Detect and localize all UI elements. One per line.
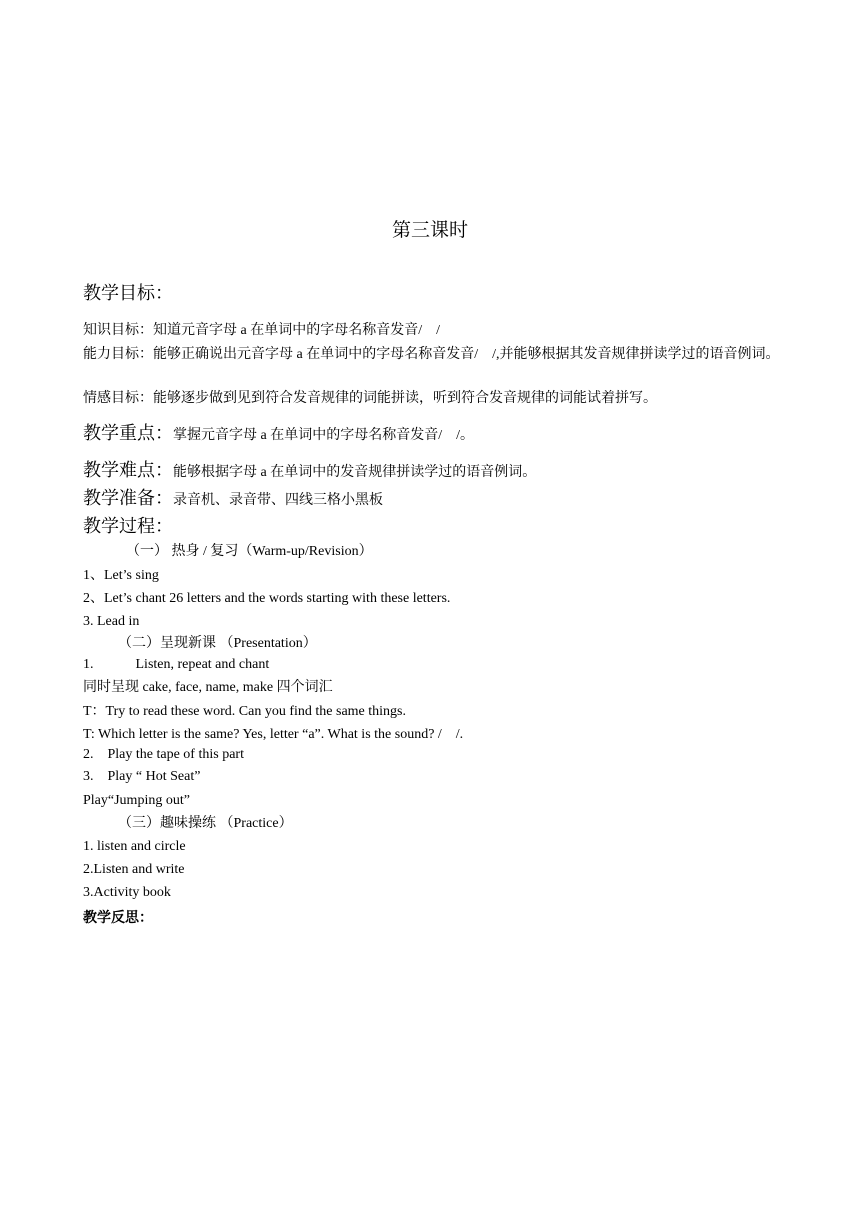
- presentation-item: 2. Play the tape of this part: [83, 747, 244, 762]
- practice-item: 2.Listen and write: [83, 862, 185, 877]
- objectives-heading: 教学目标：: [83, 283, 173, 304]
- difficulty: [83, 459, 536, 485]
- page-title: 第三课时: [391, 219, 468, 241]
- key-point: [83, 422, 474, 448]
- practice-item: 1. listen and circle: [83, 839, 186, 854]
- presentation-item: Play“Jumping out”: [83, 793, 190, 808]
- key-point-label: 教学重点：: [83, 423, 173, 444]
- difficulty-text: 能够根据字母 a 在单词中的发音规律拼读学过的语音例词。: [173, 465, 537, 480]
- objective-emotion: 情感目标：能够逐步做到见到符合发音规律的词能拼读，听到符合发音规律的词能试着拼写。: [83, 391, 657, 406]
- warmup-item: 1、Let’s sing: [83, 568, 159, 583]
- process-heading: 教学过程：: [83, 516, 173, 537]
- difficulty-label: 教学难点：: [83, 460, 173, 481]
- key-point-text: 掌握元音字母 a 在单词中的字母名称音发音/ /。: [173, 428, 474, 443]
- preparation-label: 教学准备：: [83, 488, 173, 509]
- presentation-item: T: Which letter is the same? Yes, letter “a”. What is the sound? / /.: [83, 727, 464, 742]
- preparation: [83, 487, 383, 513]
- presentation-item: 同时呈现 cake, face, name, make 四个词汇: [83, 680, 333, 695]
- practice-item: 3.Activity book: [83, 885, 171, 900]
- presentation-item: 1. Listen, repeat and chant: [83, 657, 270, 672]
- warmup-title: （一） 热身 / 复习（Warm-up/Revision）: [126, 544, 373, 559]
- practice-title: （三）趣味操练 （Practice）: [118, 816, 293, 831]
- presentation-item: 3. Play “ Hot Seat”: [83, 769, 201, 784]
- reflection-heading: 教学反思：: [83, 910, 153, 926]
- objective-ability: 能力目标：能够正确说出元音字母 a 在单词中的字母名称音发音/ /,并能够根据其发音规律拼读学过的语音例词。: [83, 347, 780, 362]
- warmup-item: 3. Lead in: [83, 614, 140, 629]
- presentation-item: T：Try to read these word. Can you find the same things.: [83, 704, 406, 719]
- preparation-text: 录音机、录音带、四线三格小黑板: [173, 493, 383, 508]
- objective-knowledge: 知识目标：知道元音字母 a 在单词中的字母名称音发音/ /: [83, 323, 440, 338]
- presentation-title: （二）呈现新课 （Presentation）: [118, 636, 317, 651]
- warmup-item: 2、Let’s chant 26 letters and the words starting with these letters.: [83, 591, 451, 606]
